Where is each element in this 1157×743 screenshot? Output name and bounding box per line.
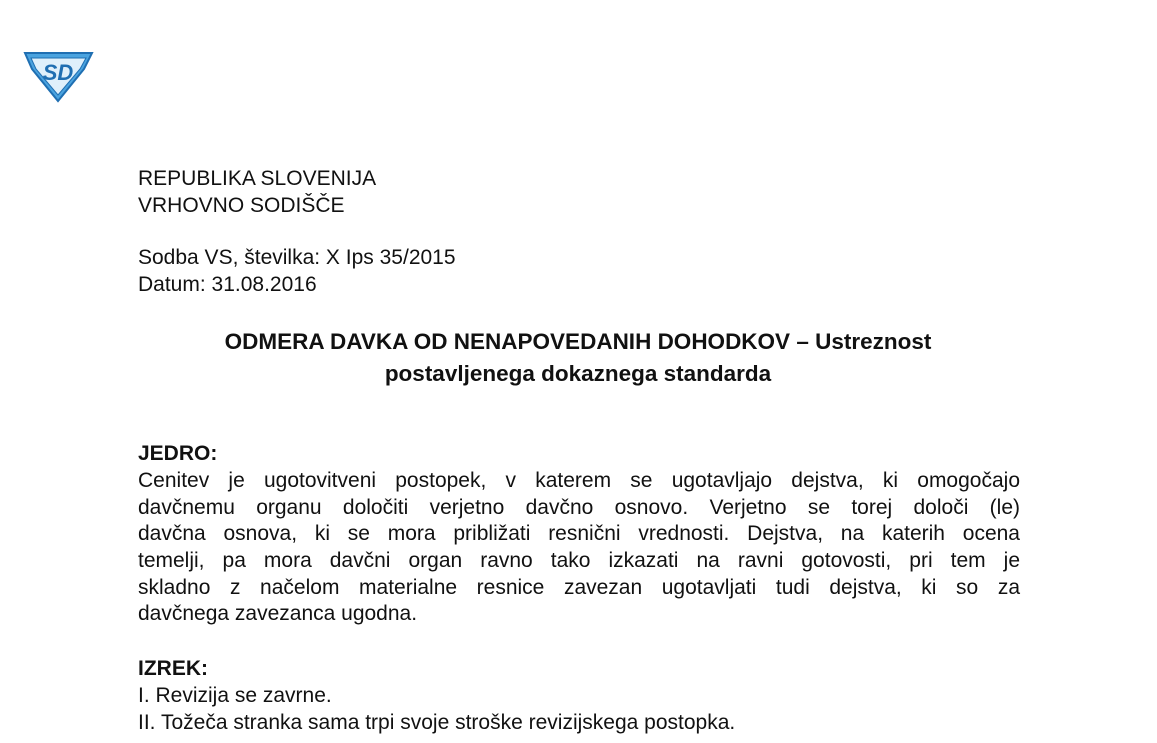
jedro-line: Cenitev je ugotovitveni postopek, v katerem se ugotavljajo dejstva, ki omogočajo <box>138 469 1020 492</box>
document-title-line-2: postavljenega dokaznega standarda <box>384 361 772 386</box>
case-number: Sodba VS, številka: X Ips 35/2015 <box>138 246 456 269</box>
izrek-item-1: I. Revizija se zavrne. <box>138 684 332 707</box>
izrek-heading: IZREK: <box>138 657 208 680</box>
shield-logo-icon <box>22 49 95 103</box>
logo-text: SD <box>42 60 74 85</box>
court-logo <box>22 49 95 103</box>
decision-date: Datum: 31.08.2016 <box>138 273 317 296</box>
jedro-line: skladno z načelom materialne resnice zavezan ugotavljati tudi dejstva, ki so za <box>138 575 1020 599</box>
jedro-line: davčna osnova, ki se mora približati resnični vrednosti. Dejstva, na katerih ocena <box>138 522 1020 546</box>
izrek-item-2: II. Tožeča stranka sama trpi svoje stroške revizijskega postopka. <box>138 711 736 734</box>
document-title-line-1: ODMERA DAVKA OD NENAPOVEDANIH DOHODKOV – Ustreznost <box>224 329 932 354</box>
jedro-heading: JEDRO: <box>138 442 218 465</box>
jedro-line: temelji, pa mora davčni organ ravno tako izkazati na ravni gotovosti, pri tem je <box>138 549 1020 573</box>
jedro-paragraph <box>138 468 1020 628</box>
court-name: VRHOVNO SODIŠČE <box>138 194 345 217</box>
country-name: REPUBLIKA SLOVENIJA <box>138 167 377 190</box>
jedro-line: davčnega zavezanca ugodna. <box>138 602 418 626</box>
jedro-line: davčnemu organu določiti verjetno davčno osnovo. Verjetno se torej določi (le) <box>138 495 1020 519</box>
